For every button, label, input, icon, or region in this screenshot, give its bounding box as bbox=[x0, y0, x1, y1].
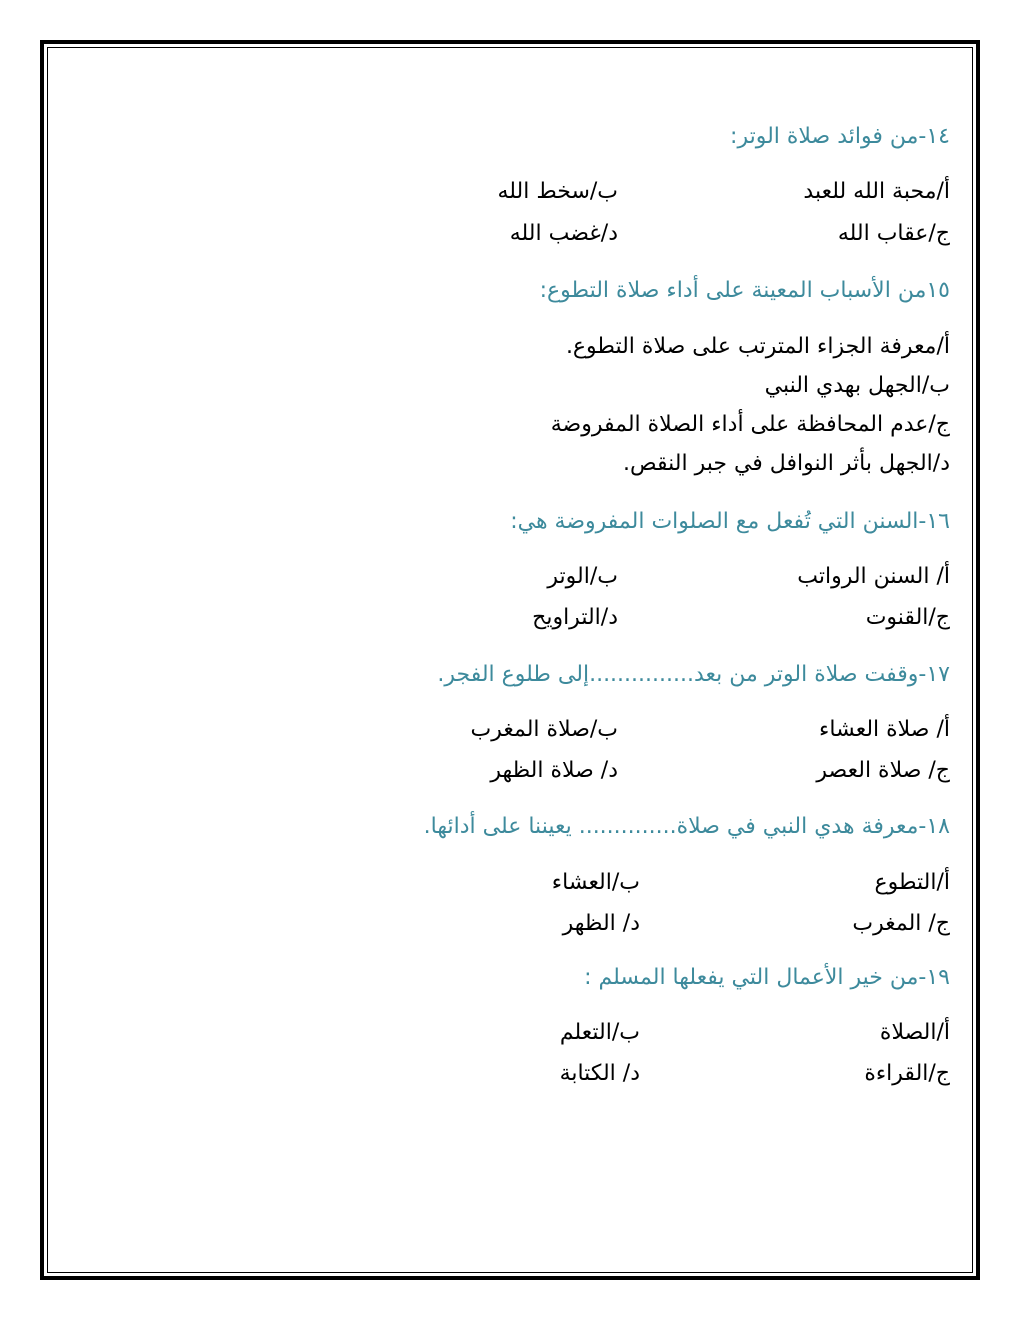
question-16-title: ١٦-السنن التي تُفعل مع الصلوات المفروضة هي: bbox=[510, 509, 950, 534]
question-19-option-a: أ/الصلاة bbox=[879, 1020, 950, 1045]
question-18-option-a: أ/التطوع bbox=[874, 870, 950, 895]
question-17-option-d: د/ صلاة الظهر bbox=[490, 758, 618, 783]
question-14-option-b: ب/سخط الله bbox=[497, 179, 618, 204]
question-15-title: ١٥من الأسباب المعينة على أداء صلاة التطوع: bbox=[539, 278, 950, 303]
question-15-option-d: د/الجهل بأثر النوافل في جبر النقص. bbox=[623, 451, 950, 476]
question-16-option-a: أ/ السنن الرواتب bbox=[797, 564, 950, 589]
question-15-option-c: ج/عدم المحافظة على أداء الصلاة المفروضة bbox=[550, 412, 950, 437]
question-18-option-b: ب/العشاء bbox=[551, 870, 640, 895]
question-19-option-b: ب/التعلم bbox=[559, 1020, 640, 1045]
question-16-option-d: د/التراويح bbox=[532, 605, 618, 630]
question-14-option-a: أ/محبة الله للعبد bbox=[803, 179, 950, 204]
question-17-option-c: ج/ صلاة العصر bbox=[816, 758, 950, 783]
question-17-option-a: أ/ صلاة العشاء bbox=[819, 717, 950, 742]
question-16-option-c: ج/القنوت bbox=[865, 605, 950, 630]
question-19-option-d: د/ الكتابة bbox=[559, 1061, 640, 1086]
question-17-option-b: ب/صلاة المغرب bbox=[470, 717, 618, 742]
question-16-option-b: ب/الوتر bbox=[547, 564, 618, 589]
question-19-title: ١٩-من خير الأعمال التي يفعلها المسلم : bbox=[584, 965, 950, 990]
question-15-option-a: أ/معرفة الجزاء المترتب على صلاة التطوع. bbox=[565, 334, 950, 359]
question-14-option-d: د/غضب الله bbox=[509, 221, 618, 246]
question-18-option-c: ج/ المغرب bbox=[852, 911, 950, 936]
question-14-title: ١٤-من فوائد صلاة الوتر: bbox=[730, 124, 950, 149]
question-17-title: ١٧-وقفت صلاة الوتر من بعد...............إلى طلوع الفجر. bbox=[437, 662, 950, 687]
question-14-option-c: ج/عقاب الله bbox=[837, 221, 950, 246]
question-19-option-c: ج/القراءة bbox=[864, 1061, 950, 1086]
question-15-option-b: ب/الجهل بهدي النبي bbox=[764, 373, 950, 398]
question-18-title: ١٨-معرفة هدي النبي في صلاة.............. يعيننا على أدائها. bbox=[423, 814, 950, 839]
question-18-option-d: د/ الظهر bbox=[562, 911, 640, 936]
